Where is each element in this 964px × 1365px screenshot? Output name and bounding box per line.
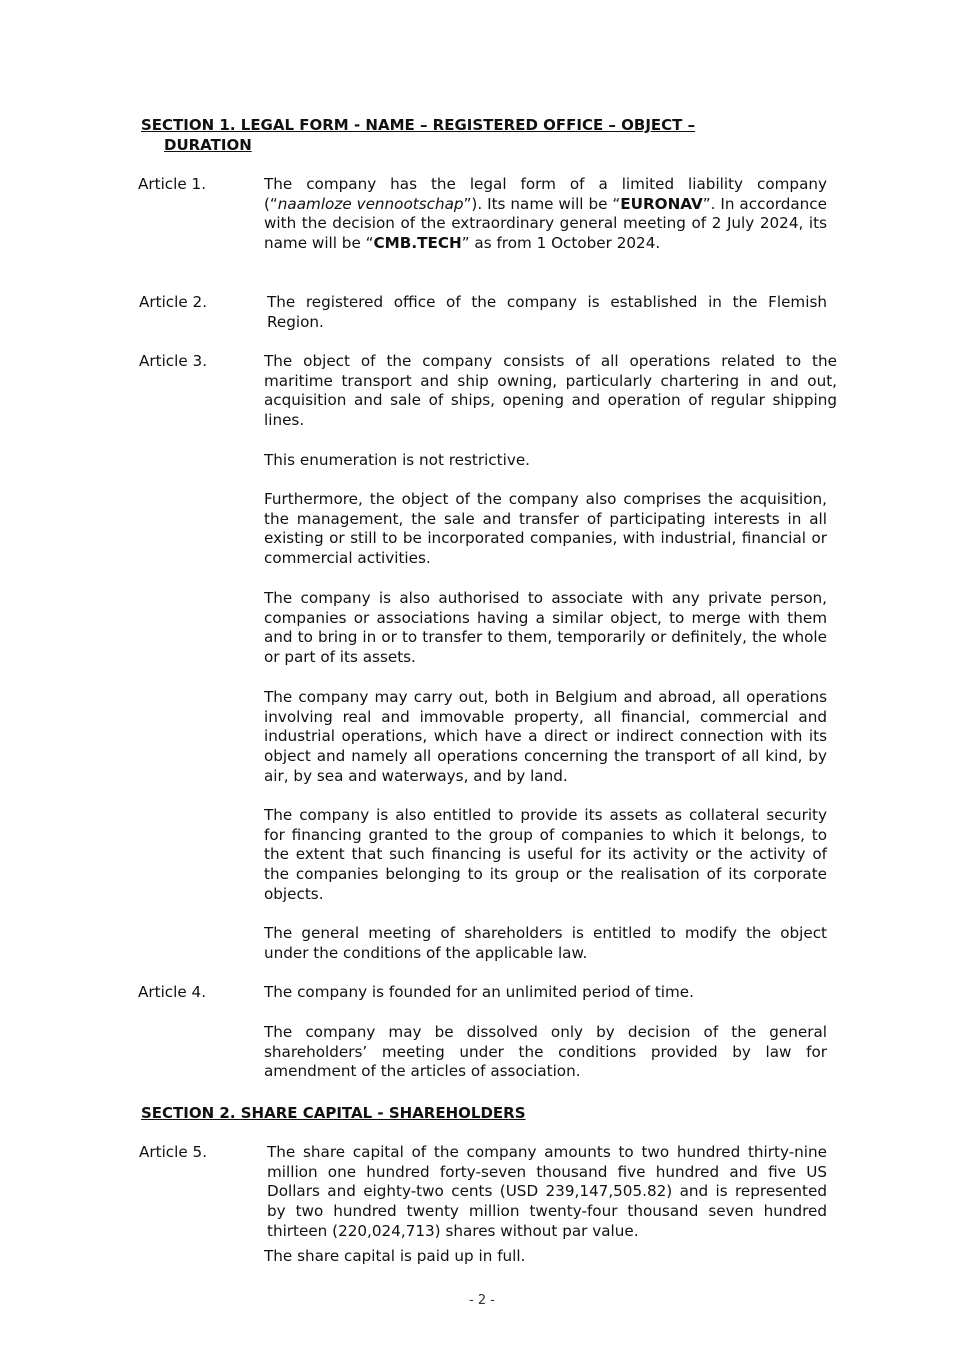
article-3-para-5: The company may carry out, both in Belgium and abroad, all operations involving real and immovable property, all financial, commercial and industrial operations, which have a direct or indirect connection with its object and namely all operations concerning the transport of all kind, by air, by sea and waterways, and by land. <box>264 688 827 785</box>
article-4-para-2: The company may be dissolved only by decision of the general shareholders’ meeting under the conditions provided by law for amendment of the articles of association. <box>264 1023 827 1081</box>
article-5-para-1: The share capital of the company amounts to two hundred thirty-nine million one hundred forty-seven thousand five hundred and five US Dollars and eighty-two cents (USD 239,147,505.82) and is represented by two hundred twenty million twenty-four thousand seven hundred thirteen (220,024,713) shares without par value. <box>267 1143 827 1240</box>
company-name-old: EURONAV <box>620 194 703 213</box>
section-1-title-line2: DURATION <box>164 135 252 154</box>
article-3-para-2: This enumeration is not restrictive. <box>264 451 530 469</box>
article-2-text: The registered office of the company is established in the Flemish Region. <box>267 293 827 331</box>
article-1-label: Article 1. <box>138 175 207 193</box>
article-1-legal-form: naamloze vennootschap <box>277 194 464 213</box>
article-3-para-4: The company is also authorised to associate with any private person, companies or associations having a similar object, to merge with them and to bring in or to transfer to them, temporarily or definitely, the whole or part of its assets. <box>264 589 827 667</box>
article-1-text-b: ”). Its name will be “ <box>463 194 621 213</box>
article-1-text-d: ” as from 1 October 2024. <box>461 234 661 253</box>
section-2-heading: SECTION 2. SHARE CAPITAL - SHAREHOLDERS <box>141 1104 526 1122</box>
page-number: - 2 - <box>469 1293 495 1308</box>
article-5-para-2: The share capital is paid up in full. <box>264 1247 526 1265</box>
section-1-title-line1: SECTION 1. LEGAL FORM - NAME – REGISTERED OFFICE – OBJECT – <box>141 116 696 134</box>
article-1-text-c: ”. In accordance with the decision of the extraordinary general meeting of 2 July 2024, its name will be “ <box>264 194 827 253</box>
company-name-new: CMB.TECH <box>373 234 462 253</box>
article-4-para-1: The company is founded for an unlimited period of time. <box>264 983 694 1001</box>
article-2-label: Article 2. <box>139 293 208 311</box>
article-3-para-6: The company is also entitled to provide its assets as collateral security for financing granted to the group of companies to which it belongs, to the extent that such financing is useful for its activity or the activity of the companies belonging to its group or the realisation of its corporate objects. <box>264 806 827 903</box>
article-4-label: Article 4. <box>138 983 207 1001</box>
article-3-para-3: Furthermore, the object of the company also comprises the acquisition, the management, the sale and transfer of participating interests in all existing or still to be incorporated companies, with industrial, financial or commercial activities. <box>264 490 827 568</box>
section-1-heading <box>141 116 791 155</box>
article-3-para-1: The object of the company consists of all operations related to the maritime transport and ship owning, particularly chartering in and out, acquisition and sale of ships, opening and operation of regular shipping lines. <box>264 352 837 430</box>
article-1-text-a: The company has the legal form of a limited liability company (“ <box>264 175 827 213</box>
article-1-text <box>264 175 827 254</box>
article-3-label: Article 3. <box>139 352 208 370</box>
article-5-label: Article 5. <box>139 1143 208 1161</box>
article-3-para-7: The general meeting of shareholders is entitled to modify the object under the conditions of the applicable law. <box>264 924 827 962</box>
